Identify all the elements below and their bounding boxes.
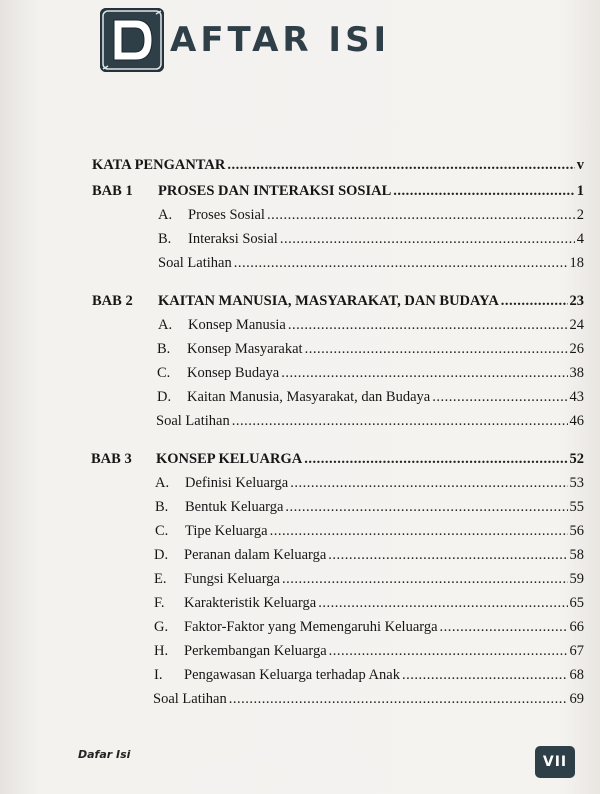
leader-dots	[440, 618, 568, 636]
toc-page: 56	[569, 523, 584, 539]
toc-exercise[interactable]	[156, 412, 584, 430]
leader-dots	[290, 474, 567, 492]
toc-chapter-2[interactable]	[158, 292, 584, 310]
toc-label: PROSES DAN INTERAKSI SOSIAL	[158, 183, 392, 199]
toc-page: 24	[569, 317, 584, 333]
toc-label: Fungsi Keluarga	[184, 571, 280, 587]
leader-dots	[232, 412, 568, 430]
toc-page: 1	[576, 183, 584, 199]
toc-label: Peranan dalam Keluarga	[184, 547, 327, 563]
toc-label: KATA PENGANTAR	[92, 157, 226, 173]
toc-item[interactable]	[158, 206, 584, 224]
item-letter: D.	[154, 547, 169, 563]
toc-item[interactable]	[157, 364, 584, 382]
item-letter: B.	[155, 499, 169, 515]
toc-chapter-3[interactable]	[156, 450, 584, 468]
leader-dots	[285, 498, 567, 516]
chapter-number: BAB 2	[92, 293, 133, 309]
toc-label: Interaksi Sosial	[188, 231, 278, 247]
leader-dots	[501, 292, 568, 310]
toc-exercise[interactable]	[153, 690, 584, 708]
toc-page: 38	[569, 365, 584, 381]
toc-label: Konsep Masyarakat	[187, 341, 303, 357]
item-letter: C.	[157, 365, 171, 381]
toc-label: Proses Sosial	[188, 207, 265, 223]
toc-page: 66	[569, 619, 584, 635]
leader-dots	[432, 388, 567, 406]
toc-item[interactable]	[154, 570, 584, 588]
toc-item[interactable]	[154, 642, 584, 660]
toc-page: 43	[569, 389, 584, 405]
leader-dots	[305, 340, 568, 358]
item-letter: D.	[157, 389, 172, 405]
toc-page: 18	[569, 255, 584, 271]
toc-label: Pengawasan Keluarga terhadap Anak	[184, 667, 400, 683]
item-letter: E.	[154, 571, 167, 587]
toc-page: 4	[576, 231, 584, 247]
toc-item[interactable]	[157, 388, 584, 406]
leader-dots	[318, 594, 567, 612]
toc-chapter-1[interactable]	[158, 182, 584, 200]
leader-dots	[227, 156, 574, 174]
item-letter: F.	[154, 595, 165, 611]
toc-item[interactable]	[154, 666, 584, 684]
leader-dots	[329, 642, 568, 660]
toc-page: 2	[576, 207, 584, 223]
toc-label: Kaitan Manusia, Masyarakat, dan Budaya	[187, 389, 431, 405]
toc-label: Konsep Manusia	[188, 317, 286, 333]
toc-page: 53	[569, 475, 584, 491]
item-letter: I.	[154, 667, 163, 683]
toc-page: 58	[569, 547, 584, 563]
toc-page: 55	[569, 499, 584, 515]
toc-page: 65	[569, 595, 584, 611]
toc-label: Faktor-Faktor yang Memengaruhi Keluarga	[184, 619, 438, 635]
footer-section-label: Dafar Isi	[78, 748, 131, 761]
toc-exercise[interactable]	[158, 254, 584, 272]
toc-label: KAITAN MANUSIA, MASYARAKAT, DAN BUDAYA	[158, 293, 499, 309]
toc-page: 69	[569, 691, 584, 707]
item-letter: C.	[155, 523, 169, 539]
toc-item[interactable]	[155, 498, 584, 516]
toc-label: Definisi Keluarga	[185, 475, 289, 491]
toc-page: 67	[569, 643, 584, 659]
page-number-badge: VII	[535, 746, 575, 778]
toc-label: Soal Latihan	[156, 413, 230, 429]
toc-page: v	[576, 157, 584, 173]
toc-page: 23	[569, 293, 584, 309]
chapter-number: BAB 3	[91, 451, 132, 467]
leader-dots	[229, 690, 568, 708]
item-letter: B.	[157, 341, 171, 357]
toc-page: 52	[569, 451, 584, 467]
item-letter: A.	[158, 317, 173, 333]
leader-dots	[304, 450, 567, 468]
toc-label: KONSEP KELUARGA	[156, 451, 303, 467]
item-letter: H.	[154, 643, 169, 659]
toc-item[interactable]	[158, 316, 584, 334]
toc-item[interactable]	[154, 546, 584, 564]
toc-item[interactable]	[155, 474, 584, 492]
toc-page: 46	[569, 413, 584, 429]
leader-dots	[270, 522, 568, 540]
toc-item[interactable]	[155, 522, 584, 540]
toc-label: Perkembangan Keluarga	[184, 643, 327, 659]
item-letter: A.	[155, 475, 170, 491]
leader-dots	[280, 230, 575, 248]
toc-item[interactable]	[154, 594, 584, 612]
leader-dots	[402, 666, 568, 684]
leader-dots	[393, 182, 574, 200]
toc-page: 59	[569, 571, 584, 587]
toc-label: Soal Latihan	[153, 691, 227, 707]
toc-label: Karakteristik Keluarga	[184, 595, 317, 611]
leader-dots	[328, 546, 567, 564]
toc-label: Bentuk Keluarga	[185, 499, 284, 515]
leader-dots	[288, 316, 568, 334]
toc-label: Tipe Keluarga	[185, 523, 268, 539]
leader-dots	[267, 206, 575, 224]
toc-front-kata-pengantar[interactable]	[92, 156, 584, 174]
toc-item[interactable]	[157, 340, 584, 358]
toc-item[interactable]	[158, 230, 584, 248]
chapter-number: BAB 1	[92, 183, 133, 199]
leader-dots	[282, 570, 568, 588]
page-title: AFTAR ISI	[170, 20, 391, 60]
toc-page: 68	[569, 667, 584, 683]
leader-dots	[234, 254, 568, 272]
item-letter: A.	[158, 207, 173, 223]
leader-dots	[281, 364, 567, 382]
toc-item[interactable]	[154, 618, 584, 636]
toc-page: 26	[569, 341, 584, 357]
toc-label: Soal Latihan	[158, 255, 232, 271]
item-letter: G.	[154, 619, 169, 635]
toc-label: Konsep Budaya	[187, 365, 280, 381]
item-letter: B.	[158, 231, 172, 247]
